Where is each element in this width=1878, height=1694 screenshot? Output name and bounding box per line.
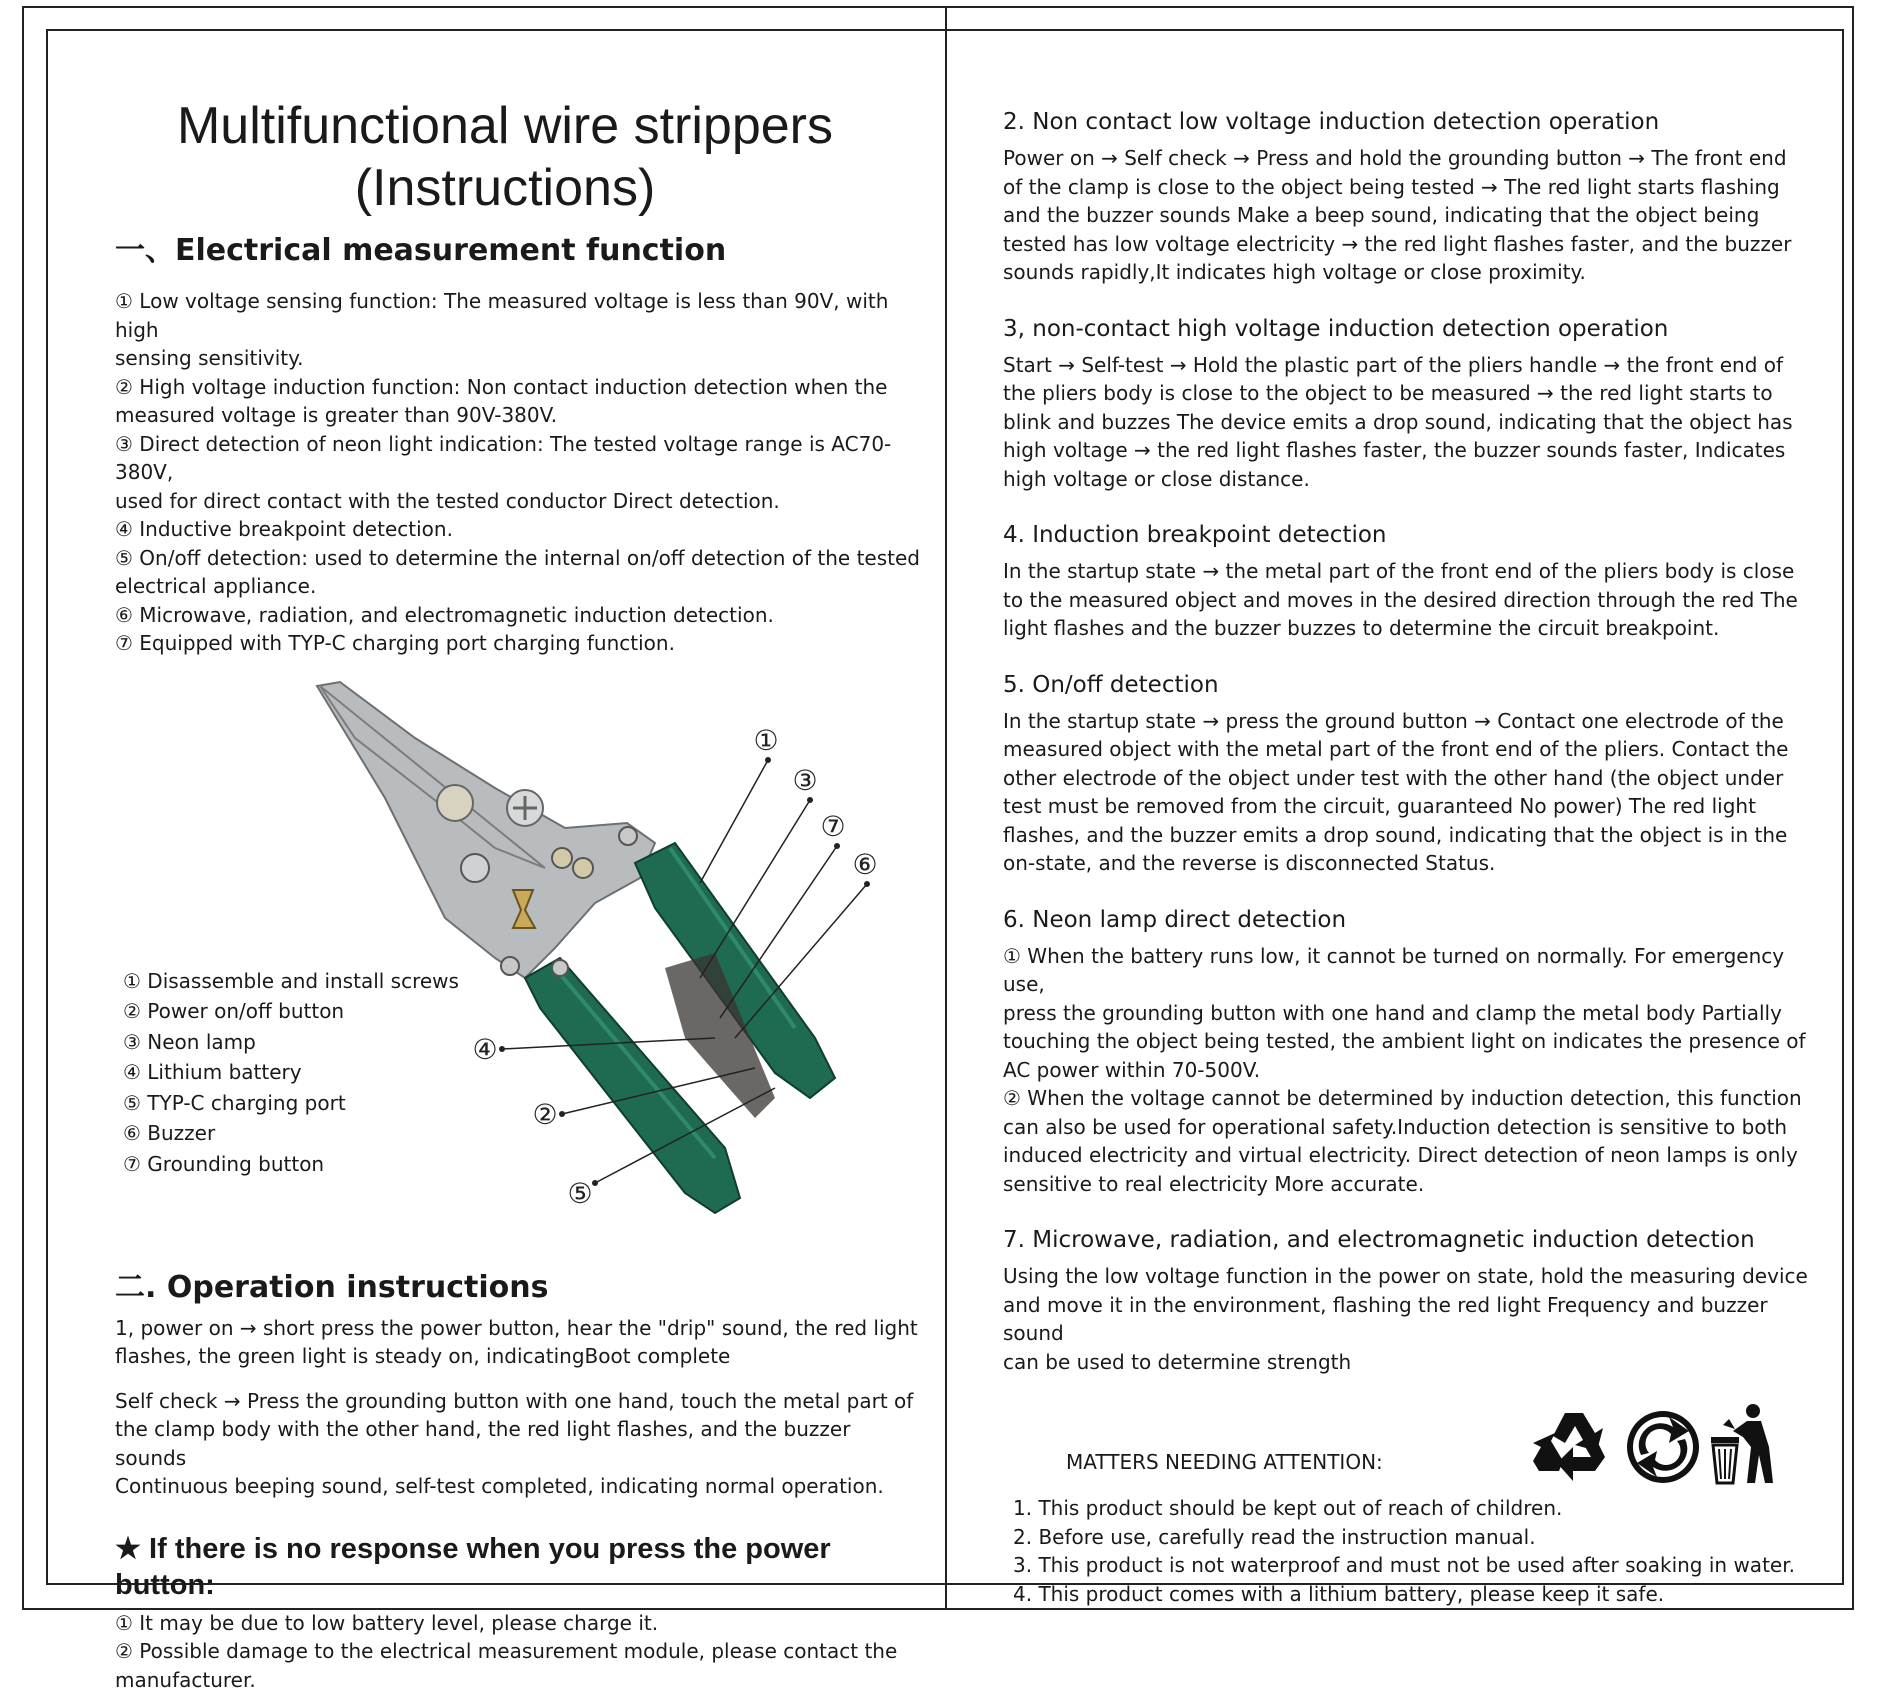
- title-line-1: Multifunctional wire strippers: [115, 95, 895, 157]
- section1-line: ② High voltage induction function: Non contact induction detection when the: [115, 373, 925, 402]
- callout-1: ①: [753, 724, 778, 757]
- right-section-line: light flashes and the buzzer buzzes to determine the circuit breakpoint.: [1003, 614, 1813, 643]
- legend-item: ④ Lithium battery: [123, 1057, 459, 1088]
- attention-item: 2. Before use, carefully read the instruction manual.: [1013, 1523, 1795, 1552]
- recycle-icon: [1533, 1413, 1605, 1481]
- section1-line: ⑦ Equipped with TYP-C charging port charging function.: [115, 629, 925, 658]
- right-section-heading: 7. Microwave, radiation, and electromagnetic induction detection: [1003, 1224, 1813, 1256]
- right-section-line: ① When the battery runs low, it cannot be turned on normally. For emergency use,: [1003, 942, 1813, 999]
- callout-6: ⑥: [852, 848, 877, 881]
- legend-item: ① Disassemble and install screws: [123, 966, 459, 997]
- warning-heading: ★ If there is no response when you press the power button:: [115, 1531, 925, 1603]
- section2-heading: 二. Operation instructions: [115, 1268, 925, 1308]
- legend-item: ⑤ TYP-C charging port: [123, 1088, 459, 1119]
- right-section-5: [1003, 669, 1813, 878]
- right-section-heading: 5. On/off detection: [1003, 669, 1813, 701]
- title-line-2: (Instructions): [115, 157, 895, 219]
- right-section-line: Power on → Self check → Press and hold the grounding button → The front end: [1003, 144, 1813, 173]
- tidyman-icon: [1711, 1404, 1773, 1483]
- right-page: [1003, 106, 1813, 1642]
- right-section-line: blink and buzzes The device emits a drop sound, indicating that the object has: [1003, 408, 1813, 437]
- right-section-line: of the clamp is close to the object being tested → The red light starts flashing: [1003, 173, 1813, 202]
- section2-p1-line: 1, power on → short press the power button, hear the "drip" sound, the red light: [115, 1314, 925, 1343]
- right-section-7: [1003, 1224, 1813, 1376]
- right-section-line: other electrode of the object under test with the other hand (the object under: [1003, 764, 1813, 793]
- attention-title: MATTERS NEEDING ATTENTION:: [1066, 1450, 1383, 1474]
- section2-p2-line: the clamp body with the other hand, the red light flashes, and the buzzer sounds: [115, 1415, 925, 1472]
- parts-legend: [123, 966, 459, 1180]
- right-section-line: test must be removed from the circuit, guaranteed No power) The red light: [1003, 792, 1813, 821]
- right-section-line: AC power within 70-500V.: [1003, 1056, 1813, 1085]
- green-dot-icon: [1627, 1411, 1699, 1483]
- section2-p2-line: Self check → Press the grounding button with one hand, touch the metal part of: [115, 1387, 925, 1416]
- right-section-line: Using the low voltage function in the power on state, hold the measuring device: [1003, 1262, 1813, 1291]
- right-section-line: measured object with the metal part of the front end of the pliers. Contact the: [1003, 735, 1813, 764]
- right-section-3: [1003, 313, 1813, 494]
- right-section-line: high voltage → the red light flashes faster, the buzzer sounds faster, Indicates: [1003, 436, 1813, 465]
- right-section-6: [1003, 904, 1813, 1199]
- left-page: [115, 95, 925, 1694]
- attention-item: 1. This product should be kept out of reach of children.: [1013, 1494, 1795, 1523]
- pliers-figure: [115, 678, 925, 1268]
- section1-line: ④ Inductive breakpoint detection.: [115, 515, 925, 544]
- section1-line: ③ Direct detection of neon light indication: The tested voltage range is AC70-380V,: [115, 430, 925, 487]
- callout-4: ④: [472, 1033, 497, 1066]
- right-section-heading: 2. Non contact low voltage induction detection operation: [1003, 106, 1813, 138]
- section1-line: ① Low voltage sensing function: The measured voltage is less than 90V, with high: [115, 287, 925, 344]
- pliers-jaws: [317, 682, 655, 978]
- right-section-line: flashes, and the buzzer emits a drop sound, indicating that the object is in the: [1003, 821, 1813, 850]
- right-section-line: on-state, and the reverse is disconnected Status.: [1003, 849, 1813, 878]
- right-section-line: induced electricity and virtual electricity. Direct detection of neon lamps is only: [1003, 1141, 1813, 1170]
- right-section-line: can also be used for operational safety.Induction detection is sensitive to both: [1003, 1113, 1813, 1142]
- right-section-line: tested has low voltage electricity → the red light flashes faster, and the buzzer: [1003, 230, 1813, 259]
- right-section-2: [1003, 106, 1813, 287]
- right-section-line: and move it in the environment, flashing the red light Frequency and buzzer sound: [1003, 1291, 1813, 1348]
- right-section-line: touching the object being tested, the ambient light on indicates the presence of: [1003, 1027, 1813, 1056]
- callout-3: ③: [792, 764, 817, 797]
- right-section-line: to the measured object and moves in the desired direction through the red The: [1003, 586, 1813, 615]
- section2-p2-line: Continuous beeping sound, self-test completed, indicating normal operation.: [115, 1472, 925, 1501]
- right-section-line: sounds rapidly,It indicates high voltage or close proximity.: [1003, 258, 1813, 287]
- page-divider: [945, 6, 947, 1610]
- attention-list: [1013, 1494, 1795, 1608]
- right-section-line: sensitive to real electricity More accurate.: [1003, 1170, 1813, 1199]
- legend-item: ③ Neon lamp: [123, 1027, 459, 1058]
- section1-line: measured voltage is greater than 90V-380V.: [115, 401, 925, 430]
- section2-p1-line: flashes, the green light is steady on, indicatingBoot complete: [115, 1342, 925, 1371]
- warning-line: ② Possible damage to the electrical measurement module, please contact the: [115, 1637, 925, 1666]
- warning-line: manufacturer.: [115, 1666, 925, 1694]
- right-section-line: the pliers body is close to the object to be measured → the red light starts to: [1003, 379, 1813, 408]
- section1-line: used for direct contact with the tested conductor Direct detection.: [115, 487, 925, 516]
- section1-line: ⑥ Microwave, radiation, and electromagnetic induction detection.: [115, 601, 925, 630]
- attention-item: 3. This product is not waterproof and must not be used after soaking in water.: [1013, 1551, 1795, 1580]
- right-section-line: press the grounding button with one hand and clamp the metal body Partially: [1003, 999, 1813, 1028]
- legend-item: ② Power on/off button: [123, 996, 459, 1027]
- section1-heading: 一、Electrical measurement function: [115, 231, 925, 271]
- attention-item: 4. This product comes with a lithium battery, please keep it safe.: [1013, 1580, 1795, 1609]
- right-section-line: can be used to determine strength: [1003, 1348, 1813, 1377]
- attention-block: [1003, 1402, 1813, 1642]
- right-section-line: In the startup state → the metal part of the front end of the pliers body is close: [1003, 557, 1813, 586]
- right-section-heading: 6. Neon lamp direct detection: [1003, 904, 1813, 936]
- legend-item: ⑥ Buzzer: [123, 1118, 459, 1149]
- legend-item: ⑦ Grounding button: [123, 1149, 459, 1180]
- right-section-line: high voltage or close distance.: [1003, 465, 1813, 494]
- callout-2: ②: [532, 1098, 557, 1131]
- callout-5: ⑤: [567, 1177, 592, 1210]
- right-section-heading: 4. Induction breakpoint detection: [1003, 519, 1813, 551]
- right-section-line: In the startup state → press the ground button → Contact one electrode of the: [1003, 707, 1813, 736]
- right-section-4: [1003, 519, 1813, 643]
- section1-line: ⑤ On/off detection: used to determine the internal on/off detection of the tested: [115, 544, 925, 573]
- callout-7: ⑦: [820, 810, 845, 843]
- right-section-line: and the buzzer sounds Make a beep sound, indicating that the object being: [1003, 201, 1813, 230]
- warning-line: ① It may be due to low battery level, please charge it.: [115, 1609, 925, 1638]
- right-section-line: ② When the voltage cannot be determined by induction detection, this function: [1003, 1084, 1813, 1113]
- right-section-line: Start → Self-test → Hold the plastic part of the pliers handle → the front end of: [1003, 351, 1813, 380]
- section1-line: sensing sensitivity.: [115, 344, 925, 373]
- right-section-heading: 3, non-contact high voltage induction detection operation: [1003, 313, 1813, 345]
- section1-line: electrical appliance.: [115, 572, 925, 601]
- section1-list: [115, 287, 925, 658]
- symbol-icons: [1533, 1402, 1793, 1492]
- doc-title: [115, 95, 895, 219]
